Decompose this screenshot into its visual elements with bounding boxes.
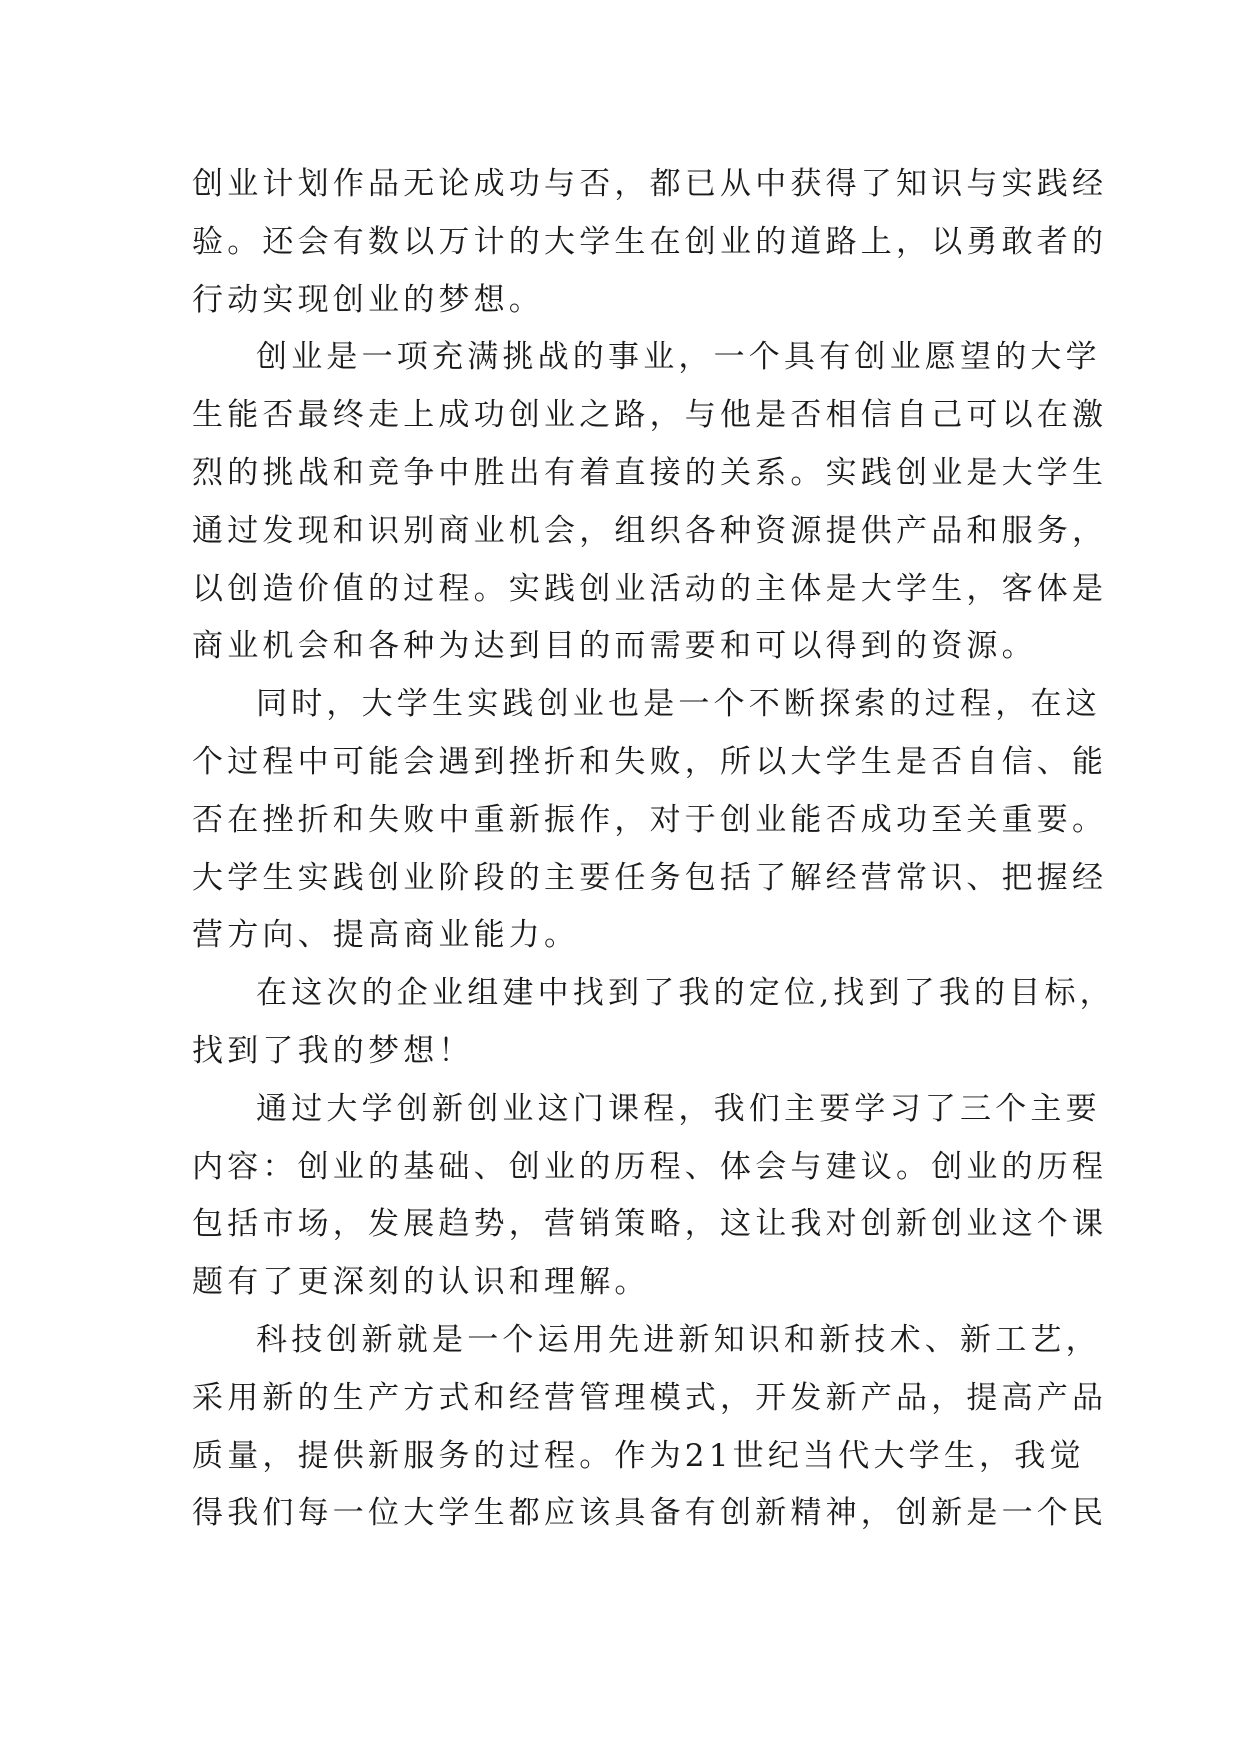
text-line: 科技创新就是一个运用先进新知识和新技术、新工艺， — [256, 1321, 1101, 1358]
text-line: 个过程中可能会遇到挫折和失败，所以大学生是否自信、能 — [192, 743, 1108, 780]
text-line: 同时，大学生实践创业也是一个不断探索的过程，在这 — [256, 686, 1101, 723]
paragraph-4 — [192, 965, 1115, 1081]
paragraph-6 — [192, 1312, 1108, 1543]
text-line: 内容：创业的基础、创业的历程、体会与建议。创业的历程 — [192, 1148, 1108, 1185]
paragraph-5 — [192, 1081, 1108, 1312]
text-line: 商业机会和各种为达到目的而需要和可以得到的资源。 — [192, 628, 1037, 665]
paragraph-3 — [192, 676, 1108, 965]
text-line: 营方向、提高商业能力。 — [192, 917, 580, 954]
text-line: 质量，提供新服务的过程。作为21世纪当代大学生，我觉 — [192, 1437, 1085, 1474]
text-line: 通过大学创新创业这门课程，我们主要学习了三个主要 — [256, 1090, 1101, 1127]
text-line: 通过发现和识别商业机会，组织各种资源提供产品和服务， — [192, 512, 1108, 549]
text-line: 题有了更深刻的认识和理解。 — [192, 1264, 650, 1301]
text-line: 以创造价值的过程。实践创业活动的主体是大学生，客体是 — [192, 570, 1108, 607]
text-line: 在这次的企业组建中找到了我的定位,找到了我的目标， — [256, 975, 1115, 1012]
paragraph-2 — [192, 329, 1108, 676]
text-line: 大学生实践创业阶段的主要任务包括了解经营常识、把握经 — [192, 859, 1108, 896]
text-line: 否在挫折和失败中重新振作，对于创业能否成功至关重要。 — [192, 801, 1108, 838]
text-line: 得我们每一位大学生都应该具备有创新精神，创新是一个民 — [192, 1495, 1108, 1532]
text-line: 找到了我的梦想！ — [192, 1032, 474, 1069]
text-line: 创业是一项充满挑战的事业，一个具有创业愿望的大学 — [256, 339, 1101, 376]
document-body — [192, 156, 1115, 1543]
text-line: 创业计划作品无论成功与否，都已从中获得了知识与实践经 — [192, 166, 1108, 202]
text-line: 生能否最终走上成功创业之路，与他是否相信自己可以在激 — [192, 397, 1108, 434]
text-line: 包括市场，发展趋势，营销策略，这让我对创新创业这个课 — [192, 1206, 1108, 1243]
text-line: 采用新的生产方式和经营管理模式，开发新产品，提高产品 — [192, 1379, 1108, 1416]
text-line: 烈的挑战和竞争中胜出有着直接的关系。实践创业是大学生 — [192, 454, 1108, 491]
text-line: 验。还会有数以万计的大学生在创业的道路上，以勇敢者的 — [192, 223, 1108, 260]
paragraph-1 — [192, 156, 1108, 329]
text-line: 行动实现创业的梦想。 — [192, 281, 544, 318]
